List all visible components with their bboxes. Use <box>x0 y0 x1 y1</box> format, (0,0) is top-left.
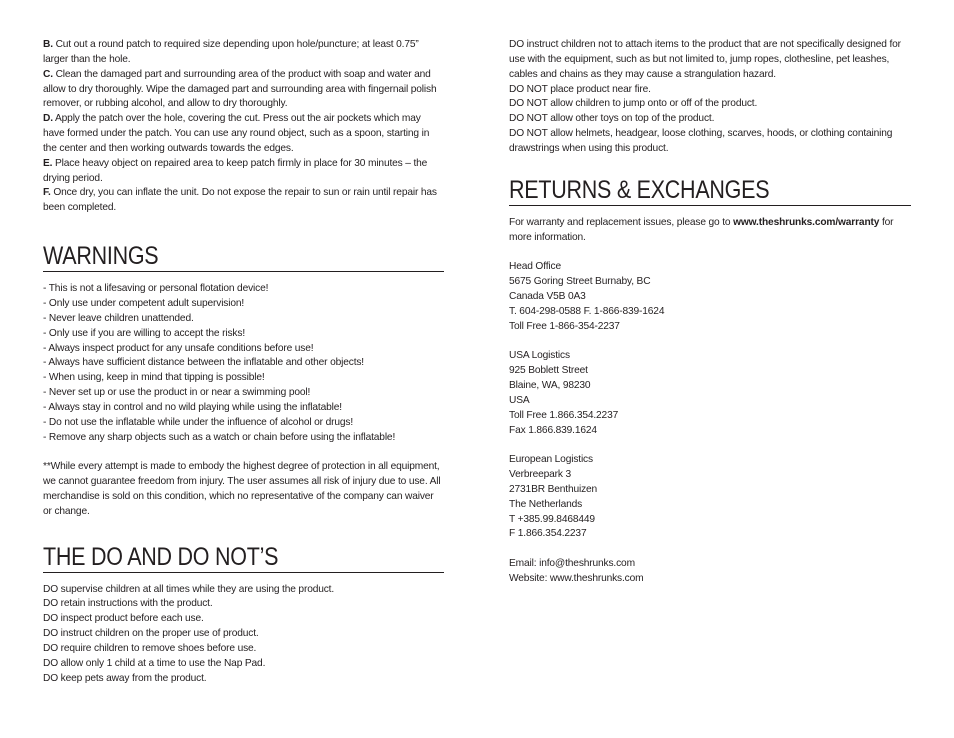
list-item: - Only use under competent adult supervision! <box>43 297 245 309</box>
address-line: Verbreepark 3 <box>509 469 572 481</box>
list-item: - Always inspect product for any unsafe conditions before use! <box>43 342 314 354</box>
returns-heading: RETURNS & EXCHANGES <box>509 175 770 204</box>
address-line: T +385.99.8468449 <box>509 513 595 525</box>
repair-step-c: C. Clean the damaged part and surrounding area of the product with soap and water and allow to dry thoroughly. Wipe the damaged part and surrounding area with fingernail polish remover, or rubbing alcohol, and allow to dry thoroughly. <box>43 68 437 110</box>
list-item: - Only use if you are willing to accept the risks! <box>43 327 245 339</box>
warnings-heading: WARNINGS <box>43 242 159 271</box>
list-item: DO instruct children on the proper use of product. <box>43 628 259 640</box>
website-line[interactable]: Website: www.theshrunks.com <box>509 573 644 584</box>
list-item: DO inspect product before each use. <box>43 613 204 625</box>
do-list <box>43 583 444 687</box>
repair-step-b: B. Cut out a round patch to required size depending upon hole/puncture; at least 0.75” larger than the hole. <box>43 39 419 65</box>
list-item: DO keep pets away from the product. <box>43 672 207 684</box>
address-line: 925 Boblett Street <box>509 365 588 377</box>
list-item: DO retain instructions with the product. <box>43 598 213 610</box>
address-line: Toll Free 1-866-354-2237 <box>509 320 620 332</box>
list-item: DO NOT allow other toys on top of the product. <box>509 113 715 125</box>
address-line: Canada V5B 0A3 <box>509 290 586 302</box>
email-line[interactable]: Email: info@theshrunks.com <box>509 558 635 570</box>
address-line: Blaine, WA, 98230 <box>509 380 591 392</box>
european-logistics-address <box>509 453 911 542</box>
address-line: Fax 1.866.839.1624 <box>509 424 597 436</box>
address-line: Head Office <box>509 261 561 273</box>
address-line: T. 604-298-0588 F. 1-866-839-1624 <box>509 305 665 317</box>
usa-logistics-address <box>509 349 911 438</box>
warnings-heading-rule <box>43 243 444 272</box>
address-line: 5675 Goring Street Burnaby, BC <box>509 276 651 288</box>
do-dont-continued <box>509 38 911 157</box>
warnings-list <box>43 282 444 445</box>
right-column <box>509 38 911 587</box>
list-item: - Always have sufficient distance between the inflatable and other objects! <box>43 357 364 369</box>
address-line: Toll Free 1.866.354.2237 <box>509 409 619 421</box>
repair-steps <box>43 38 444 216</box>
address-line: European Logistics <box>509 454 593 466</box>
list-item: - Remove any sharp objects such as a watch or chain before using the inflatable! <box>43 431 396 443</box>
returns-intro: For warranty and replacement issues, please go to www.theshrunks.com/warranty for more information. <box>509 216 894 243</box>
list-item: - When using, keep in mind that tipping is possible! <box>43 372 265 384</box>
list-item: DO allow only 1 child at a time to use the Nap Pad. <box>43 657 266 669</box>
address-line: F 1.866.354.2237 <box>509 528 587 540</box>
list-item: - Always stay in control and no wild playing while using the inflatable! <box>43 401 342 413</box>
warnings-disclaimer: **While every attempt is made to embody the highest degree of protection in all equipment, we cannot guarantee freedom from injury. The user assumes all risk of injury due to use. All merchandise is sold on this condition, which no representative of the company can waiver or change. <box>43 461 441 517</box>
list-item: - Never set up or use the product in or near a swimming pool! <box>43 387 311 399</box>
do-dont-heading: THE DO AND DO NOT’S <box>43 542 279 571</box>
repair-step-f: F. Once dry, you can inflate the unit. Do not expose the repair to sun or rain until repair has been completed. <box>43 187 437 214</box>
repair-step-e: E. Place heavy object on repaired area to keep patch firmly in place for 30 minutes – the drying period. <box>43 157 428 184</box>
left-column <box>43 38 444 687</box>
list-item: DO supervise children at all times while they are using the product. <box>43 583 335 595</box>
contact-info <box>509 557 911 587</box>
address-line: The Netherlands <box>509 498 583 510</box>
address-line: USA Logistics <box>509 350 570 362</box>
repair-step-d: D. Apply the patch over the hole, covering the cut. Press out the air pockets which may have formed under the patch. You can use any round object, such as a spoon, starting in the center and then working outwards towards the edges. <box>43 113 430 154</box>
address-line: USA <box>509 394 530 406</box>
list-item: DO NOT place product near fire. <box>509 83 651 95</box>
list-item: - This is not a lifesaving or personal flotation device! <box>43 283 269 295</box>
list-item: DO NOT allow children to jump onto or off of the product. <box>509 98 758 110</box>
address-line: 2731BR Benthuizen <box>509 483 598 495</box>
list-item: - Do not use the inflatable while under the influence of alcohol or drugs! <box>43 416 354 428</box>
do-dont-heading-rule <box>43 544 444 573</box>
list-item: - Never leave children unattended. <box>43 312 194 324</box>
head-office-address <box>509 260 911 334</box>
list-item: DO NOT allow helmets, headgear, loose clothing, scarves, hoods, or clothing containing drawstrings when using this product. <box>509 128 893 154</box>
warranty-link[interactable]: www.theshrunks.com/warranty <box>733 216 880 228</box>
list-item: DO require children to remove shoes before use. <box>43 643 257 654</box>
list-item: DO instruct children not to attach items to the product that are not specifically designed for use with the equipment, such as but not limited to, jump ropes, clothesline, pet leashes, cables and chains as they may cause a strangulation hazard. <box>509 39 901 80</box>
returns-heading-rule <box>509 177 911 206</box>
